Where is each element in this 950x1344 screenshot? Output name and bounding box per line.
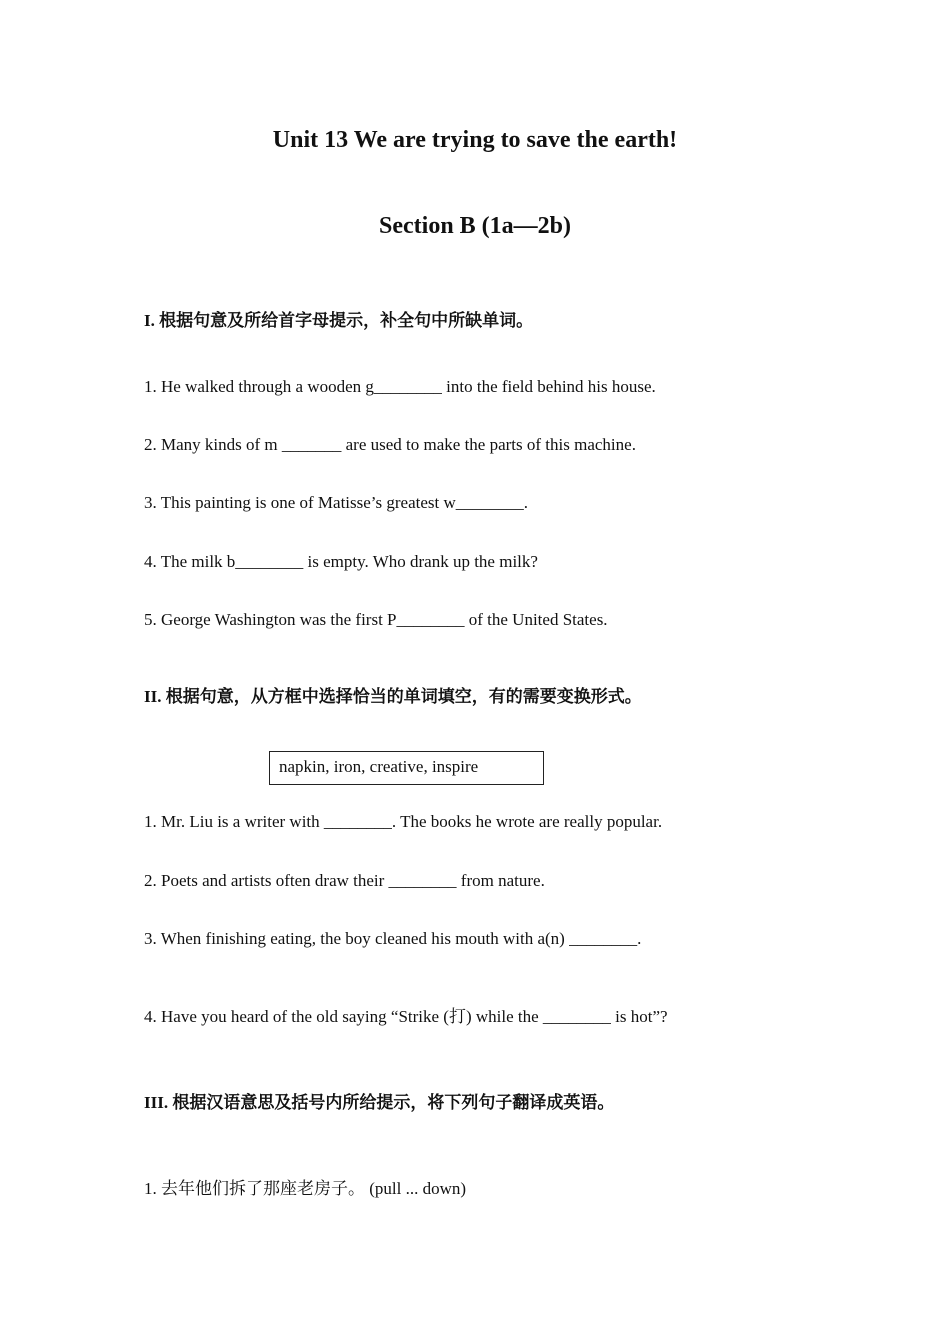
part2-question-2: 2. Poets and artists often draw their ________ from nature.	[144, 871, 545, 890]
word-box: napkin, iron, creative, inspire	[269, 751, 544, 785]
part3-question-1: 1. 去年他们拆了那座老房子。 (pull ... down)	[144, 1179, 467, 1198]
part2-heading: II. 根据句意，从方框中选择恰当的单词填空，有的需要变换形式。	[144, 687, 642, 706]
part1-question-5: 5. George Washington was the first P________ of the United States.	[144, 610, 608, 629]
part1-heading: I. 根据句意及所给首字母提示，补全句中所缺单词。	[144, 311, 534, 330]
part1-question-4: 4. The milk b________ is empty. Who drank up the milk?	[144, 552, 538, 571]
part1-question-1: 1. He walked through a wooden g________ into the field behind his house.	[144, 377, 656, 396]
part2-question-1: 1. Mr. Liu is a writer with ________. The books he wrote are really popular.	[144, 812, 663, 831]
part2-question-4: 4. Have you heard of the old saying “Strike (打) while the ________ is hot”?	[144, 1007, 668, 1026]
part2-question-3: 3. When finishing eating, the boy cleaned his mouth with a(n) ________.	[144, 929, 642, 948]
page-title: Unit 13 We are trying to save the earth!	[272, 127, 678, 153]
part1-question-2: 2. Many kinds of m _______ are used to make the parts of this machine.	[144, 435, 636, 454]
section-subtitle: Section B (1a—2b)	[379, 213, 571, 239]
part3-heading: III. 根据汉语意思及括号内所给提示，将下列句子翻译成英语。	[144, 1093, 615, 1112]
part1-question-3: 3. This painting is one of Matisse’s greatest w________.	[144, 493, 529, 512]
